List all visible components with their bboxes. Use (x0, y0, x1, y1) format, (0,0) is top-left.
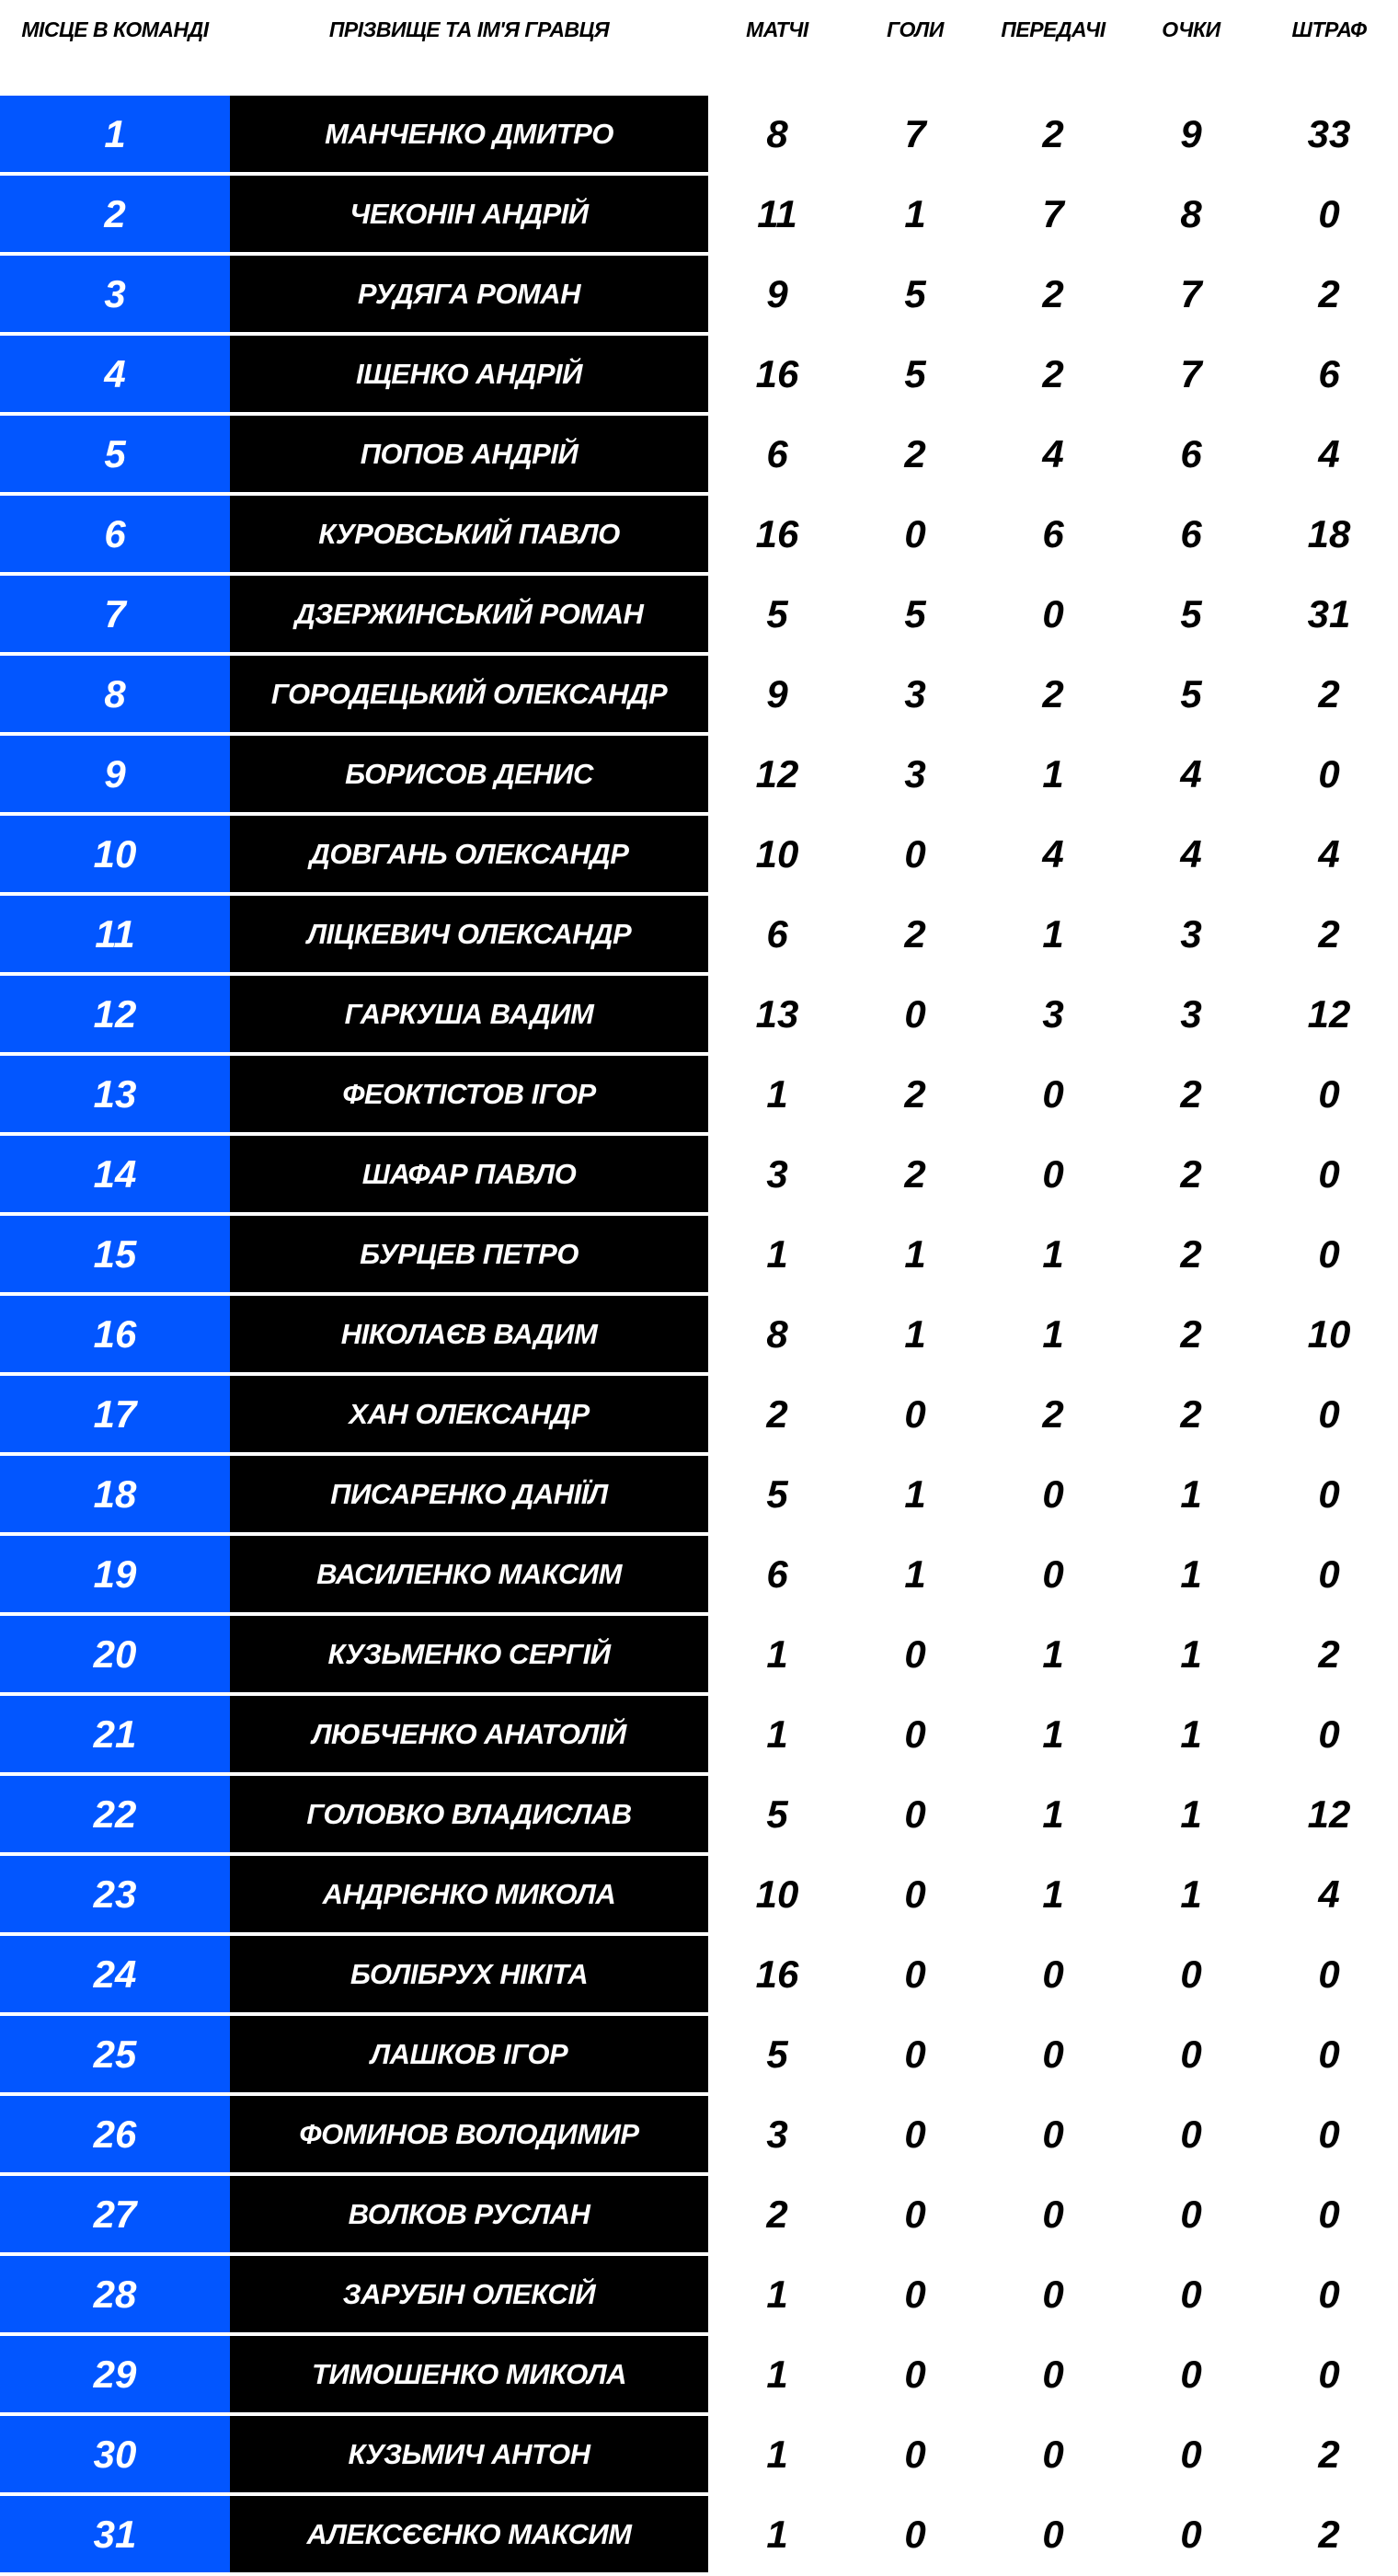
player-name-cell: ЛАШКОВ ІГОР (230, 2016, 708, 2092)
penalty-cell: 2 (1318, 2513, 1340, 2556)
assists-cell: 0 (1042, 2032, 1064, 2076)
points-cell: 5 (1180, 672, 1202, 716)
table-row (0, 1936, 1398, 2012)
assists-cell: 1 (1042, 1872, 1064, 1916)
assists-cell: 0 (1042, 2112, 1064, 2156)
player-name-cell: БОЛІБРУХ НІКІТА (230, 1936, 708, 2012)
rank-cell: 3 (0, 256, 230, 332)
assists-cell: 0 (1042, 592, 1064, 635)
rank-cell: 24 (0, 1936, 230, 2012)
player-name-cell: НІКОЛАЄВ ВАДИМ (230, 1296, 708, 1372)
penalty-cell: 0 (1318, 1392, 1340, 1436)
rank-cell: 23 (0, 1856, 230, 1932)
goals-cell: 0 (904, 2032, 926, 2076)
matches-cell: 1 (766, 2433, 788, 2476)
player-name-cell: ЛІЦКЕВИЧ ОЛЕКСАНДР (230, 896, 708, 972)
matches-cell: 9 (766, 272, 788, 315)
assists-cell: 0 (1042, 1152, 1064, 1196)
player-name-cell: АНДРІЄНКО МИКОЛА (230, 1856, 708, 1932)
penalty-cell: 0 (1318, 752, 1340, 796)
penalty-cell: 2 (1318, 672, 1340, 716)
rank-cell: 27 (0, 2176, 230, 2252)
assists-cell: 4 (1042, 832, 1064, 876)
player-name-cell: ЛЮБЧЕНКО АНАТОЛІЙ (230, 1696, 708, 1772)
assists-cell: 1 (1042, 1792, 1064, 1836)
assists-cell: 1 (1042, 912, 1064, 956)
goals-cell: 3 (904, 672, 926, 716)
player-name-cell: ЗАРУБІН ОЛЕКСІЙ (230, 2256, 708, 2332)
matches-cell: 13 (755, 992, 799, 1036)
matches-cell: 8 (766, 1312, 788, 1356)
table-row (0, 2416, 1398, 2492)
header-matches: МАТЧІ (746, 17, 808, 41)
penalty-cell: 33 (1307, 112, 1351, 155)
player-name-cell: КУРОВСЬКИЙ ПАВЛО (230, 496, 708, 572)
points-cell: 4 (1180, 752, 1202, 796)
table-row (0, 1136, 1398, 1212)
player-name-cell: ФЕОКТІСТОВ ІГОР (230, 1056, 708, 1132)
goals-cell: 2 (904, 912, 926, 956)
assists-cell: 0 (1042, 1472, 1064, 1516)
rank-cell: 5 (0, 416, 230, 492)
player-name-cell: БУРЦЕВ ПЕТРО (230, 1216, 708, 1292)
points-cell: 0 (1180, 2353, 1202, 2396)
table-row (0, 2176, 1398, 2252)
goals-cell: 7 (904, 112, 926, 155)
player-name-cell: ФОМИНОВ ВОЛОДИМИР (230, 2096, 708, 2172)
player-name-cell: ДЗЕРЖИНСЬКИЙ РОМАН (230, 576, 708, 652)
goals-cell: 1 (904, 192, 926, 235)
table-row (0, 1216, 1398, 1292)
penalty-cell: 12 (1307, 1792, 1351, 1836)
player-name-cell: КУЗЬМИЧ АНТОН (230, 2416, 708, 2492)
points-cell: 2 (1180, 1392, 1202, 1436)
matches-cell: 11 (757, 192, 797, 235)
points-cell: 0 (1180, 2433, 1202, 2476)
points-cell: 3 (1180, 992, 1202, 1036)
rank-cell: 7 (0, 576, 230, 652)
rank-cell: 29 (0, 2336, 230, 2412)
rank-cell: 4 (0, 336, 230, 412)
matches-cell: 6 (766, 432, 788, 475)
header-name: ПРІЗВИЩЕ ТА ІМ'Я ГРАВЦЯ (328, 17, 610, 41)
header-rank: МІСЦЕ В КОМАНДІ (21, 17, 209, 41)
goals-cell: 0 (904, 2273, 926, 2316)
goals-cell: 0 (904, 1392, 926, 1436)
player-name-cell: ЧЕКОНІН АНДРІЙ (230, 176, 708, 252)
points-cell: 2 (1180, 1152, 1202, 1196)
table-row (0, 96, 1398, 172)
points-cell: 9 (1180, 112, 1202, 155)
matches-cell: 10 (755, 832, 799, 876)
table-row (0, 176, 1398, 252)
penalty-cell: 4 (1318, 432, 1340, 475)
points-cell: 1 (1180, 1712, 1202, 1756)
rank-cell: 11 (0, 896, 230, 972)
matches-cell: 6 (766, 1552, 788, 1596)
table-row (0, 576, 1398, 652)
goals-cell: 1 (904, 1312, 926, 1356)
rank-cell: 13 (0, 1056, 230, 1132)
table-row (0, 496, 1398, 572)
points-cell: 7 (1180, 272, 1202, 315)
matches-cell: 1 (766, 2513, 788, 2556)
penalty-cell: 0 (1318, 1472, 1340, 1516)
rank-cell: 30 (0, 2416, 230, 2492)
table-row (0, 816, 1398, 892)
penalty-cell: 4 (1318, 832, 1340, 876)
penalty-cell: 0 (1318, 1152, 1340, 1196)
table-row (0, 896, 1398, 972)
header-goals: ГОЛИ (887, 17, 944, 41)
matches-cell: 9 (766, 672, 788, 716)
matches-cell: 3 (766, 1152, 788, 1196)
rank-cell: 12 (0, 976, 230, 1052)
penalty-cell: 0 (1318, 1952, 1340, 1996)
assists-cell: 0 (1042, 1552, 1064, 1596)
assists-cell: 1 (1042, 752, 1064, 796)
assists-cell: 2 (1042, 112, 1064, 155)
points-cell: 0 (1180, 2513, 1202, 2556)
goals-cell: 0 (904, 2433, 926, 2476)
table-row (0, 336, 1398, 412)
assists-cell: 2 (1042, 352, 1064, 395)
player-name-cell: ВОЛКОВ РУСЛАН (230, 2176, 708, 2252)
table-row (0, 1056, 1398, 1132)
rank-cell: 31 (0, 2496, 230, 2572)
goals-cell: 0 (904, 1792, 926, 1836)
goals-cell: 0 (904, 992, 926, 1036)
assists-cell: 3 (1042, 992, 1064, 1036)
rank-cell: 22 (0, 1776, 230, 1852)
matches-cell: 5 (766, 592, 788, 635)
player-name-cell: ІЩЕНКО АНДРІЙ (230, 336, 708, 412)
table-row (0, 1776, 1398, 1852)
points-cell: 2 (1180, 1232, 1202, 1276)
table-row (0, 2496, 1398, 2572)
table-row (0, 1856, 1398, 1932)
assists-cell: 0 (1042, 2433, 1064, 2476)
penalty-cell: 2 (1318, 2433, 1340, 2476)
goals-cell: 3 (904, 752, 926, 796)
penalty-cell: 31 (1307, 592, 1351, 635)
points-cell: 2 (1180, 1072, 1202, 1116)
goals-cell: 0 (904, 2513, 926, 2556)
table-row (0, 656, 1398, 732)
matches-cell: 16 (755, 1952, 799, 1996)
penalty-cell: 0 (1318, 2192, 1340, 2236)
player-name-cell: ПОПОВ АНДРІЙ (230, 416, 708, 492)
points-cell: 1 (1180, 1792, 1202, 1836)
assists-cell: 0 (1042, 1952, 1064, 1996)
goals-cell: 2 (904, 1072, 926, 1116)
assists-cell: 4 (1042, 432, 1064, 475)
penalty-cell: 0 (1318, 2112, 1340, 2156)
assists-cell: 0 (1042, 2273, 1064, 2316)
table-row (0, 1296, 1398, 1372)
rank-cell: 2 (0, 176, 230, 252)
table-row (0, 416, 1398, 492)
assists-cell: 1 (1042, 1632, 1064, 1676)
points-cell: 4 (1180, 832, 1202, 876)
table-row (0, 1536, 1398, 1612)
penalty-cell: 0 (1318, 2032, 1340, 2076)
goals-cell: 0 (904, 1952, 926, 1996)
header-assists: ПЕРЕДАЧІ (1001, 17, 1106, 41)
table-row (0, 2336, 1398, 2412)
goals-cell: 1 (904, 1232, 926, 1276)
goals-cell: 5 (904, 272, 926, 315)
points-cell: 6 (1180, 432, 1202, 475)
goals-cell: 5 (904, 352, 926, 395)
points-cell: 1 (1180, 1552, 1202, 1596)
points-cell: 0 (1180, 1952, 1202, 1996)
player-name-cell: ГОРОДЕЦЬКИЙ ОЛЕКСАНДР (230, 656, 708, 732)
rank-cell: 28 (0, 2256, 230, 2332)
points-cell: 7 (1180, 352, 1202, 395)
rank-cell: 17 (0, 1376, 230, 1452)
points-cell: 3 (1180, 912, 1202, 956)
matches-cell: 1 (766, 1072, 788, 1116)
points-cell: 1 (1180, 1872, 1202, 1916)
points-cell: 5 (1180, 592, 1202, 635)
rank-cell: 10 (0, 816, 230, 892)
penalty-cell: 2 (1318, 1632, 1340, 1676)
assists-cell: 7 (1042, 192, 1064, 235)
goals-cell: 0 (904, 2192, 926, 2236)
player-name-cell: АЛЕКСЄЄНКО МАКСИМ (230, 2496, 708, 2572)
goals-cell: 0 (904, 512, 926, 555)
matches-cell: 6 (766, 912, 788, 956)
assists-cell: 2 (1042, 1392, 1064, 1436)
penalty-cell: 0 (1318, 1552, 1340, 1596)
goals-cell: 0 (904, 1872, 926, 1916)
player-name-cell: РУДЯГА РОМАН (230, 256, 708, 332)
table-row (0, 256, 1398, 332)
penalty-cell: 12 (1307, 992, 1351, 1036)
player-name-cell: ГОЛОВКО ВЛАДИСЛАВ (230, 1776, 708, 1852)
table-row (0, 1456, 1398, 1532)
assists-cell: 2 (1042, 272, 1064, 315)
table-header (0, 0, 1398, 59)
table-row (0, 2016, 1398, 2092)
goals-cell: 0 (904, 2353, 926, 2396)
player-name-cell: КУЗЬМЕНКО СЕРГІЙ (230, 1616, 708, 1692)
goals-cell: 1 (904, 1472, 926, 1516)
table-body (0, 96, 1398, 2576)
goals-cell: 0 (904, 1712, 926, 1756)
matches-cell: 1 (766, 2273, 788, 2316)
penalty-cell: 0 (1318, 2353, 1340, 2396)
player-name-cell: ПИСАРЕНКО ДАНІЇЛ (230, 1456, 708, 1532)
penalty-cell: 2 (1318, 272, 1340, 315)
goals-cell: 0 (904, 832, 926, 876)
points-cell: 0 (1180, 2273, 1202, 2316)
penalty-cell: 6 (1318, 352, 1340, 395)
goals-cell: 1 (904, 1552, 926, 1596)
goals-cell: 2 (904, 432, 926, 475)
points-cell: 0 (1180, 2112, 1202, 2156)
player-name-cell: ДОВГАНЬ ОЛЕКСАНДР (230, 816, 708, 892)
matches-cell: 2 (766, 2192, 788, 2236)
rank-cell: 9 (0, 736, 230, 812)
assists-cell: 6 (1042, 512, 1064, 555)
points-cell: 2 (1180, 1312, 1202, 1356)
rank-cell: 8 (0, 656, 230, 732)
matches-cell: 5 (766, 1792, 788, 1836)
player-name-cell: ВАСИЛЕНКО МАКСИМ (230, 1536, 708, 1612)
matches-cell: 10 (755, 1872, 799, 1916)
rank-cell: 15 (0, 1216, 230, 1292)
rank-cell: 20 (0, 1616, 230, 1692)
matches-cell: 1 (766, 1712, 788, 1756)
player-name-cell: ХАН ОЛЕКСАНДР (230, 1376, 708, 1452)
penalty-cell: 0 (1318, 1232, 1340, 1276)
penalty-cell: 0 (1318, 192, 1340, 235)
penalty-cell: 0 (1318, 2273, 1340, 2316)
table-row (0, 1616, 1398, 1692)
assists-cell: 1 (1042, 1232, 1064, 1276)
matches-cell: 5 (766, 1472, 788, 1516)
matches-cell: 1 (766, 1632, 788, 1676)
goals-cell: 0 (904, 1632, 926, 1676)
matches-cell: 8 (766, 112, 788, 155)
rank-cell: 14 (0, 1136, 230, 1212)
goals-cell: 2 (904, 1152, 926, 1196)
matches-cell: 5 (766, 2032, 788, 2076)
assists-cell: 0 (1042, 1072, 1064, 1116)
table-row (0, 2256, 1398, 2332)
table-row (0, 1376, 1398, 1452)
header-points: ОЧКИ (1162, 17, 1220, 41)
assists-cell: 1 (1042, 1712, 1064, 1756)
player-name-cell: БОРИСОВ ДЕНИС (230, 736, 708, 812)
matches-cell: 1 (766, 2353, 788, 2396)
penalty-cell: 0 (1318, 1072, 1340, 1116)
points-cell: 1 (1180, 1632, 1202, 1676)
matches-cell: 16 (755, 352, 799, 395)
rank-cell: 21 (0, 1696, 230, 1772)
assists-cell: 0 (1042, 2192, 1064, 2236)
matches-cell: 16 (755, 512, 799, 555)
goals-cell: 5 (904, 592, 926, 635)
matches-cell: 2 (766, 1392, 788, 1436)
penalty-cell: 18 (1307, 512, 1351, 555)
player-name-cell: ШАФАР ПАВЛО (230, 1136, 708, 1212)
table-row (0, 736, 1398, 812)
penalty-cell: 2 (1318, 912, 1340, 956)
matches-cell: 1 (766, 1232, 788, 1276)
goals-cell: 0 (904, 2112, 926, 2156)
matches-cell: 12 (755, 752, 799, 796)
table-row (0, 1696, 1398, 1772)
rank-cell: 18 (0, 1456, 230, 1532)
rank-cell: 1 (0, 96, 230, 172)
penalty-cell: 10 (1307, 1312, 1351, 1356)
matches-cell: 3 (766, 2112, 788, 2156)
player-name-cell: МАНЧЕНКО ДМИТРО (230, 96, 708, 172)
rank-cell: 19 (0, 1536, 230, 1612)
penalty-cell: 0 (1318, 1712, 1340, 1756)
assists-cell: 2 (1042, 672, 1064, 716)
points-cell: 1 (1180, 1472, 1202, 1516)
points-cell: 8 (1180, 192, 1202, 235)
points-cell: 0 (1180, 2032, 1202, 2076)
player-name-cell: ГАРКУША ВАДИМ (230, 976, 708, 1052)
rank-cell: 26 (0, 2096, 230, 2172)
table-row (0, 976, 1398, 1052)
assists-cell: 1 (1042, 1312, 1064, 1356)
points-cell: 0 (1180, 2192, 1202, 2236)
rank-cell: 6 (0, 496, 230, 572)
table-row (0, 2096, 1398, 2172)
rank-cell: 16 (0, 1296, 230, 1372)
penalty-cell: 4 (1318, 1872, 1340, 1916)
header-penalty: ШТРАФ (1291, 17, 1367, 41)
player-name-cell: ТИМОШЕНКО МИКОЛА (230, 2336, 708, 2412)
rank-cell: 25 (0, 2016, 230, 2092)
assists-cell: 0 (1042, 2353, 1064, 2396)
points-cell: 6 (1180, 512, 1202, 555)
assists-cell: 0 (1042, 2513, 1064, 2556)
